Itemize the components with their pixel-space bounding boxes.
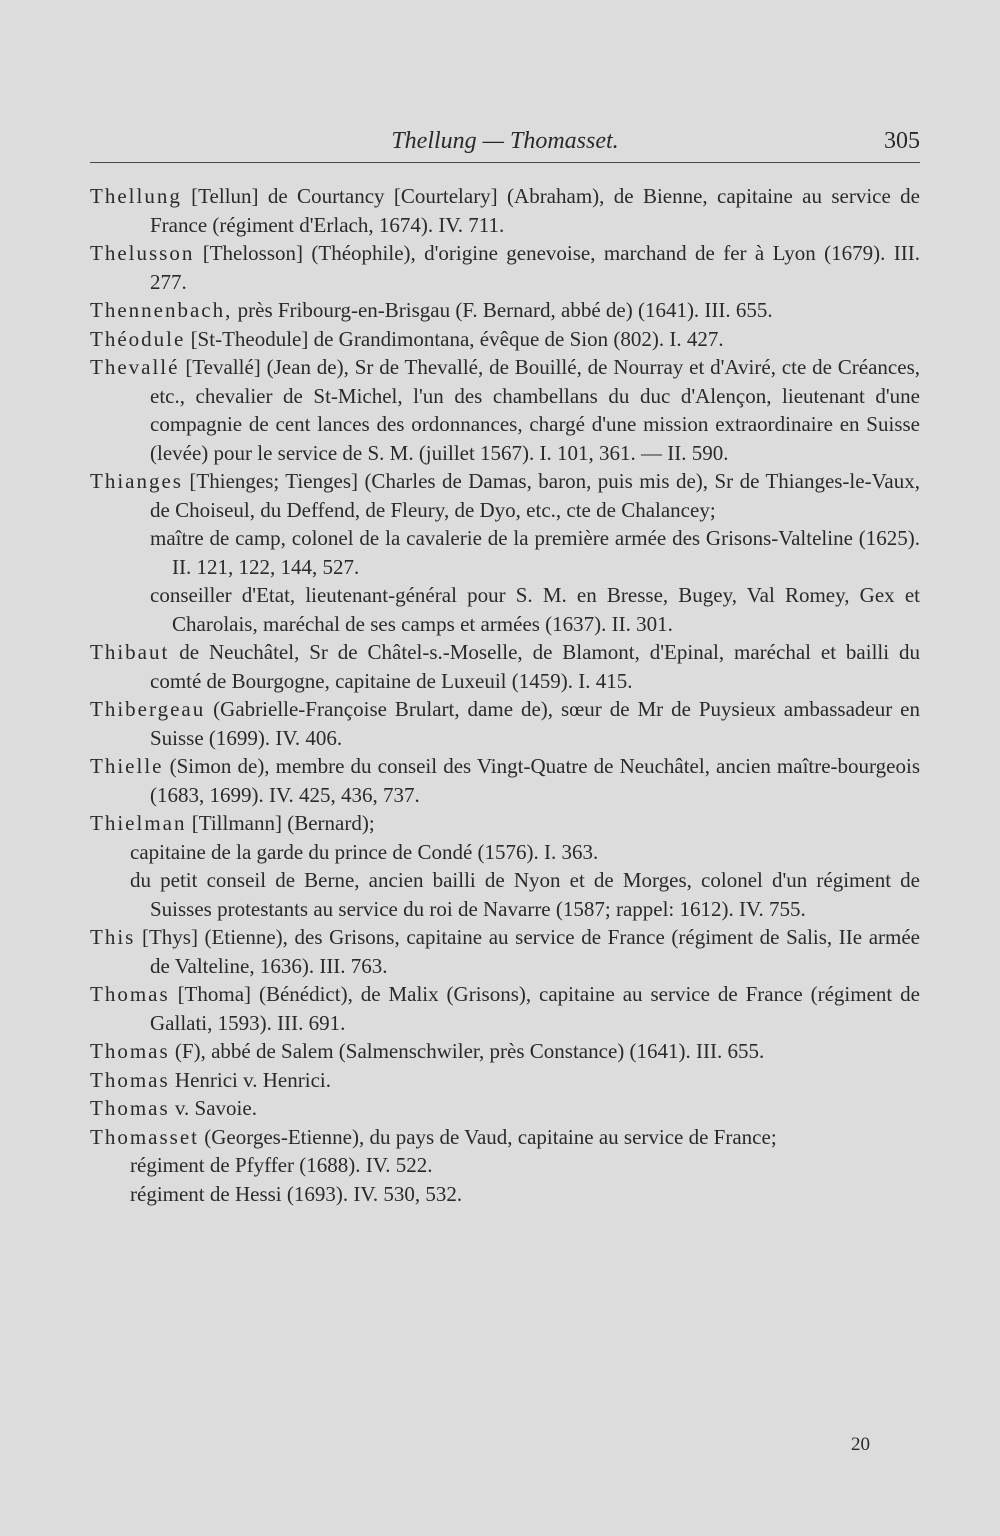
entry-name: Thomas — [90, 1067, 170, 1092]
entry-name: Thielman — [90, 811, 187, 835]
signature-mark: 20 — [851, 1434, 870, 1455]
page-header — [90, 128, 920, 164]
entry-text: (Gabrielle-Françoise Brulart, dame de), sœur de Mr de Puysieux ambassadeur en Suisse (1699). IV. 406. — [150, 697, 920, 750]
index-entry — [90, 296, 920, 325]
entry-name: Thibergeau — [90, 697, 206, 721]
entry-name: Thevallé — [90, 355, 180, 379]
index-entry — [90, 1037, 920, 1066]
index-entry — [90, 353, 920, 467]
entry-name: Théodule — [90, 326, 186, 351]
index-entry — [90, 809, 920, 838]
entry-name: This — [90, 925, 136, 949]
entry-name: Thomas — [90, 1039, 170, 1063]
index-entry — [90, 980, 920, 1037]
page-number: 305 — [884, 128, 920, 154]
entry-name: Thielle — [90, 754, 164, 778]
index-subentry: conseiller d'Etat, lieutenant-général pour S. M. en Bresse, Bugey, Val Romey, Gex et Charolais, maréchal de ses camps et armées (1637). II. 301. — [150, 583, 920, 636]
index-subentry: régiment de Hessi (1693). IV. 530, 532. — [130, 1181, 463, 1206]
entry-text: [Thienges; Tienges] (Charles de Damas, baron, puis mis de), Sr de Thianges-le-Vaux, de Choiseul, du Deffend, de Fleury, de Dyo, etc., cte de Chalancey; — [150, 469, 920, 522]
entry-text: [Thelosson] (Théophile), d'origine genevoise, marchand de fer à Lyon (1679). III. 277. — [150, 241, 920, 294]
index-subentry: capitaine de la garde du prince de Condé (1576). I. 363. — [130, 839, 599, 864]
entry-name: Thomas — [90, 982, 170, 1006]
index-entry — [90, 1123, 920, 1152]
index-entry — [90, 695, 920, 752]
entry-name: Thellung — [90, 184, 182, 208]
index-entry — [90, 239, 920, 296]
entry-text: Henrici v. Henrici. — [169, 1067, 331, 1092]
entry-name: Thianges — [90, 469, 183, 493]
index-entry — [90, 923, 920, 980]
index-subentry: du petit conseil de Berne, ancien bailli de Nyon et de Morges, colonel d'un régiment de Suisses protestants au service du roi de Navarre (1587; rappel: 1612). IV. 755. — [130, 868, 920, 921]
entry-text: près Fribourg-en-Brisgau (F. Bernard, abbé de) (1641). III. 655. — [232, 298, 773, 322]
entry-text: [Thoma] (Bénédict), de Malix (Grisons), capitaine au service de France (régiment de Gallati, 1593). III. 691. — [150, 982, 920, 1035]
entry-text: [Tevallé] (Jean de), Sr de Thevallé, de Bouillé, de Nourray et d'Aviré, cte de Créances, etc., chevalier de St-Michel, l'un des chambellans du duc d'Alençon, lieutenant d'une compagnie de cent lances des ordonnances, chargé d'une mission extraordinaire en Suisse (levée) pour le service de S. M. (juillet 1567). I. 101, 361. — II. 590. — [150, 355, 920, 465]
running-title: Thellung — Thomasset. — [391, 128, 619, 154]
index-entry — [90, 1094, 920, 1123]
header-rule — [90, 162, 920, 163]
index-subentry: maître de camp, colonel de la cavalerie de la première armée des Grisons-Valteline (1625). II. 121, 122, 144, 527. — [150, 526, 920, 579]
index-entry — [90, 325, 920, 354]
entry-text: [Tillmann] (Bernard); — [186, 811, 375, 835]
entry-name: Thomas — [90, 1096, 170, 1120]
index-entry — [90, 638, 920, 695]
entry-text: (F), abbé de Salem (Salmenschwiler, près Constance) (1641). III. 655. — [169, 1039, 765, 1063]
index-entries — [90, 182, 920, 1208]
entry-text: [Thys] (Etienne), des Grisons, capitaine au service de France (régiment de Salis, IIe armée de Valteline, 1636). III. 763. — [135, 925, 920, 978]
index-entry — [90, 1066, 920, 1095]
entry-text: de Neuchâtel, Sr de Châtel-s.-Moselle, de Blamont, d'Epinal, maréchal et bailli du comté de Bourgogne, capitaine de Luxeuil (1459). I. 415. — [150, 640, 920, 693]
entry-text: v. Savoie. — [169, 1096, 257, 1120]
entry-name: Thelusson — [90, 241, 195, 265]
index-entry — [90, 467, 920, 524]
entry-name: Thomasset — [90, 1124, 199, 1149]
index-entry — [90, 182, 920, 239]
entry-name: Thennenbach, — [90, 298, 233, 322]
entry-text: (Georges-Etienne), du pays de Vaud, capitaine au service de France; — [198, 1124, 777, 1149]
entry-text: [Tellun] de Courtancy [Courtelary] (Abraham), de Bienne, capitaine au service de France (régiment d'Erlach, 1674). IV. 711. — [150, 184, 920, 237]
index-subentry: régiment de Pfyffer (1688). IV. 522. — [130, 1153, 433, 1177]
entry-text: (Simon de), membre du conseil des Vingt-Quatre de Neuchâtel, ancien maître-bourgeois (1683, 1699). IV. 425, 436, 737. — [150, 754, 920, 807]
entry-text: [St-Theodule] de Grandimontana, évêque de Sion (802). I. 427. — [185, 326, 724, 351]
entry-name: Thibaut — [90, 640, 170, 664]
index-entry — [90, 752, 920, 809]
